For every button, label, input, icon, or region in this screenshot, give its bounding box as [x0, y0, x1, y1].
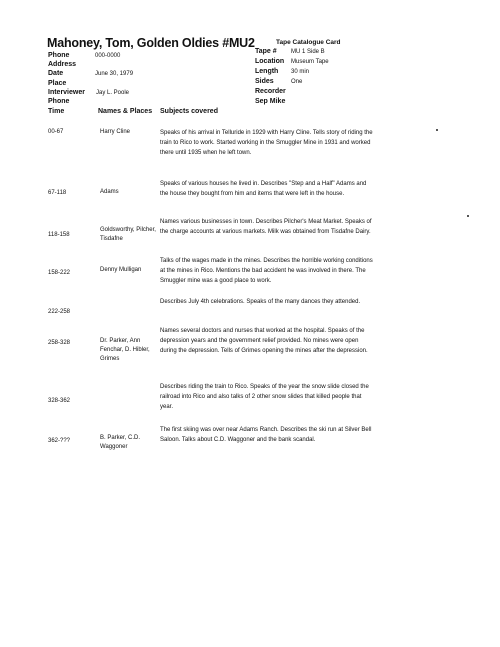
time-column-header: Time	[48, 108, 65, 115]
entry-subject: Speaks of various houses he lived in. Describes "Step and a Half" Adams and the house they bought from him and items that were left in the house.	[160, 181, 367, 197]
names-column-header: Names & Places	[98, 108, 153, 115]
tape-value: MU 1 Side B	[291, 49, 325, 55]
phone-value: 000-0000	[95, 53, 121, 59]
scan-speck	[467, 215, 469, 217]
entry-names: Dr. Parker, Ann Fenchar, D. Hibler, Grimes	[100, 338, 150, 362]
interviewer-label: Interviewer	[48, 89, 85, 96]
length-label: Length	[255, 68, 279, 75]
entry-names: Goldsworthy, Pilcher, Tisdafne	[100, 227, 156, 242]
location-label: Location	[255, 58, 285, 65]
tape-label: Tape #	[255, 48, 277, 55]
entry-subject: Names several doctors and nurses that worked at the hospital. Speaks of the depression years and the government relief provided. No mines were open during the depression. Tells of Grimes opening the mines after the depression.	[160, 328, 368, 354]
address-label: Address	[48, 61, 77, 68]
scan-speck	[436, 129, 438, 131]
subjects-column-header: Subjects covered	[160, 108, 218, 115]
entry-names: Harry Cline	[100, 129, 131, 135]
date-value: June 30, 1979	[95, 71, 134, 77]
entry-time: 158-222	[48, 270, 71, 276]
recorder-label: Recorder	[255, 88, 286, 95]
entry-subject: Describes July 4th celebrations. Speaks of the many dances they attended.	[160, 299, 361, 305]
entry-time: 258-328	[48, 340, 71, 346]
sides-value: One	[291, 79, 303, 85]
entry-time: 222-258	[48, 309, 71, 315]
length-value: 30 min	[291, 69, 310, 75]
phone-label: Phone	[48, 52, 70, 59]
entry-subject: The first skiing was over near Adams Ranch. Describes the ski run at Silver Bell Saloon. Talks about C.D. Waggoner and the bank scandal.	[160, 427, 372, 443]
catalogue-card-label: Tape Catalogue Card	[276, 39, 341, 46]
entry-time: 328-362	[48, 398, 71, 404]
entry-subject: Names various businesses in town. Describes Pilcher's Meat Market. Speaks of the charge accounts at various markets. Milk was obtained from Tisdafne Dairy.	[160, 219, 372, 235]
entry-names: Adams	[100, 189, 119, 195]
interviewer-value: Jay L. Poole	[96, 90, 130, 96]
entry-time: 67-118	[48, 190, 67, 196]
phone2-label: Phone	[48, 98, 70, 105]
location-value: Museum Tape	[291, 59, 329, 65]
entry-time: 362-???	[48, 438, 71, 444]
entry-names: B. Parker, C.D. Waggoner	[100, 435, 141, 450]
entry-subject: Describes riding the train to Rico. Speaks of the year the snow slide closed the railroad into Rico and also talks of 2 other snow slides that killed people that year.	[160, 384, 369, 410]
entry-time: 00-67	[48, 129, 64, 135]
place-label: Place	[48, 80, 67, 87]
sides-label: Sides	[255, 78, 274, 85]
entry-subject: Talks of the wages made in the mines. Describes the horrible working conditions at the mines in Rico. Mentions the bad accident he was involved in there. The Smuggler mine was a good place to work.	[160, 258, 373, 284]
entry-time: 118-158	[48, 232, 70, 238]
entry-names: Denny Mulligan	[100, 267, 142, 273]
entry-subject: Speaks of his arrival in Telluride in 1929 with Harry Cline. Tells story of riding the train to Rico to work. Started working in the Smuggler Mine in 1931 and worked there until 1935 when he left town.	[160, 130, 373, 156]
card-heading: Mahoney, Tom, Golden Oldies #MU2	[47, 36, 255, 50]
mike-label: Sep Mike	[255, 98, 286, 105]
date-label: Date	[48, 70, 64, 77]
